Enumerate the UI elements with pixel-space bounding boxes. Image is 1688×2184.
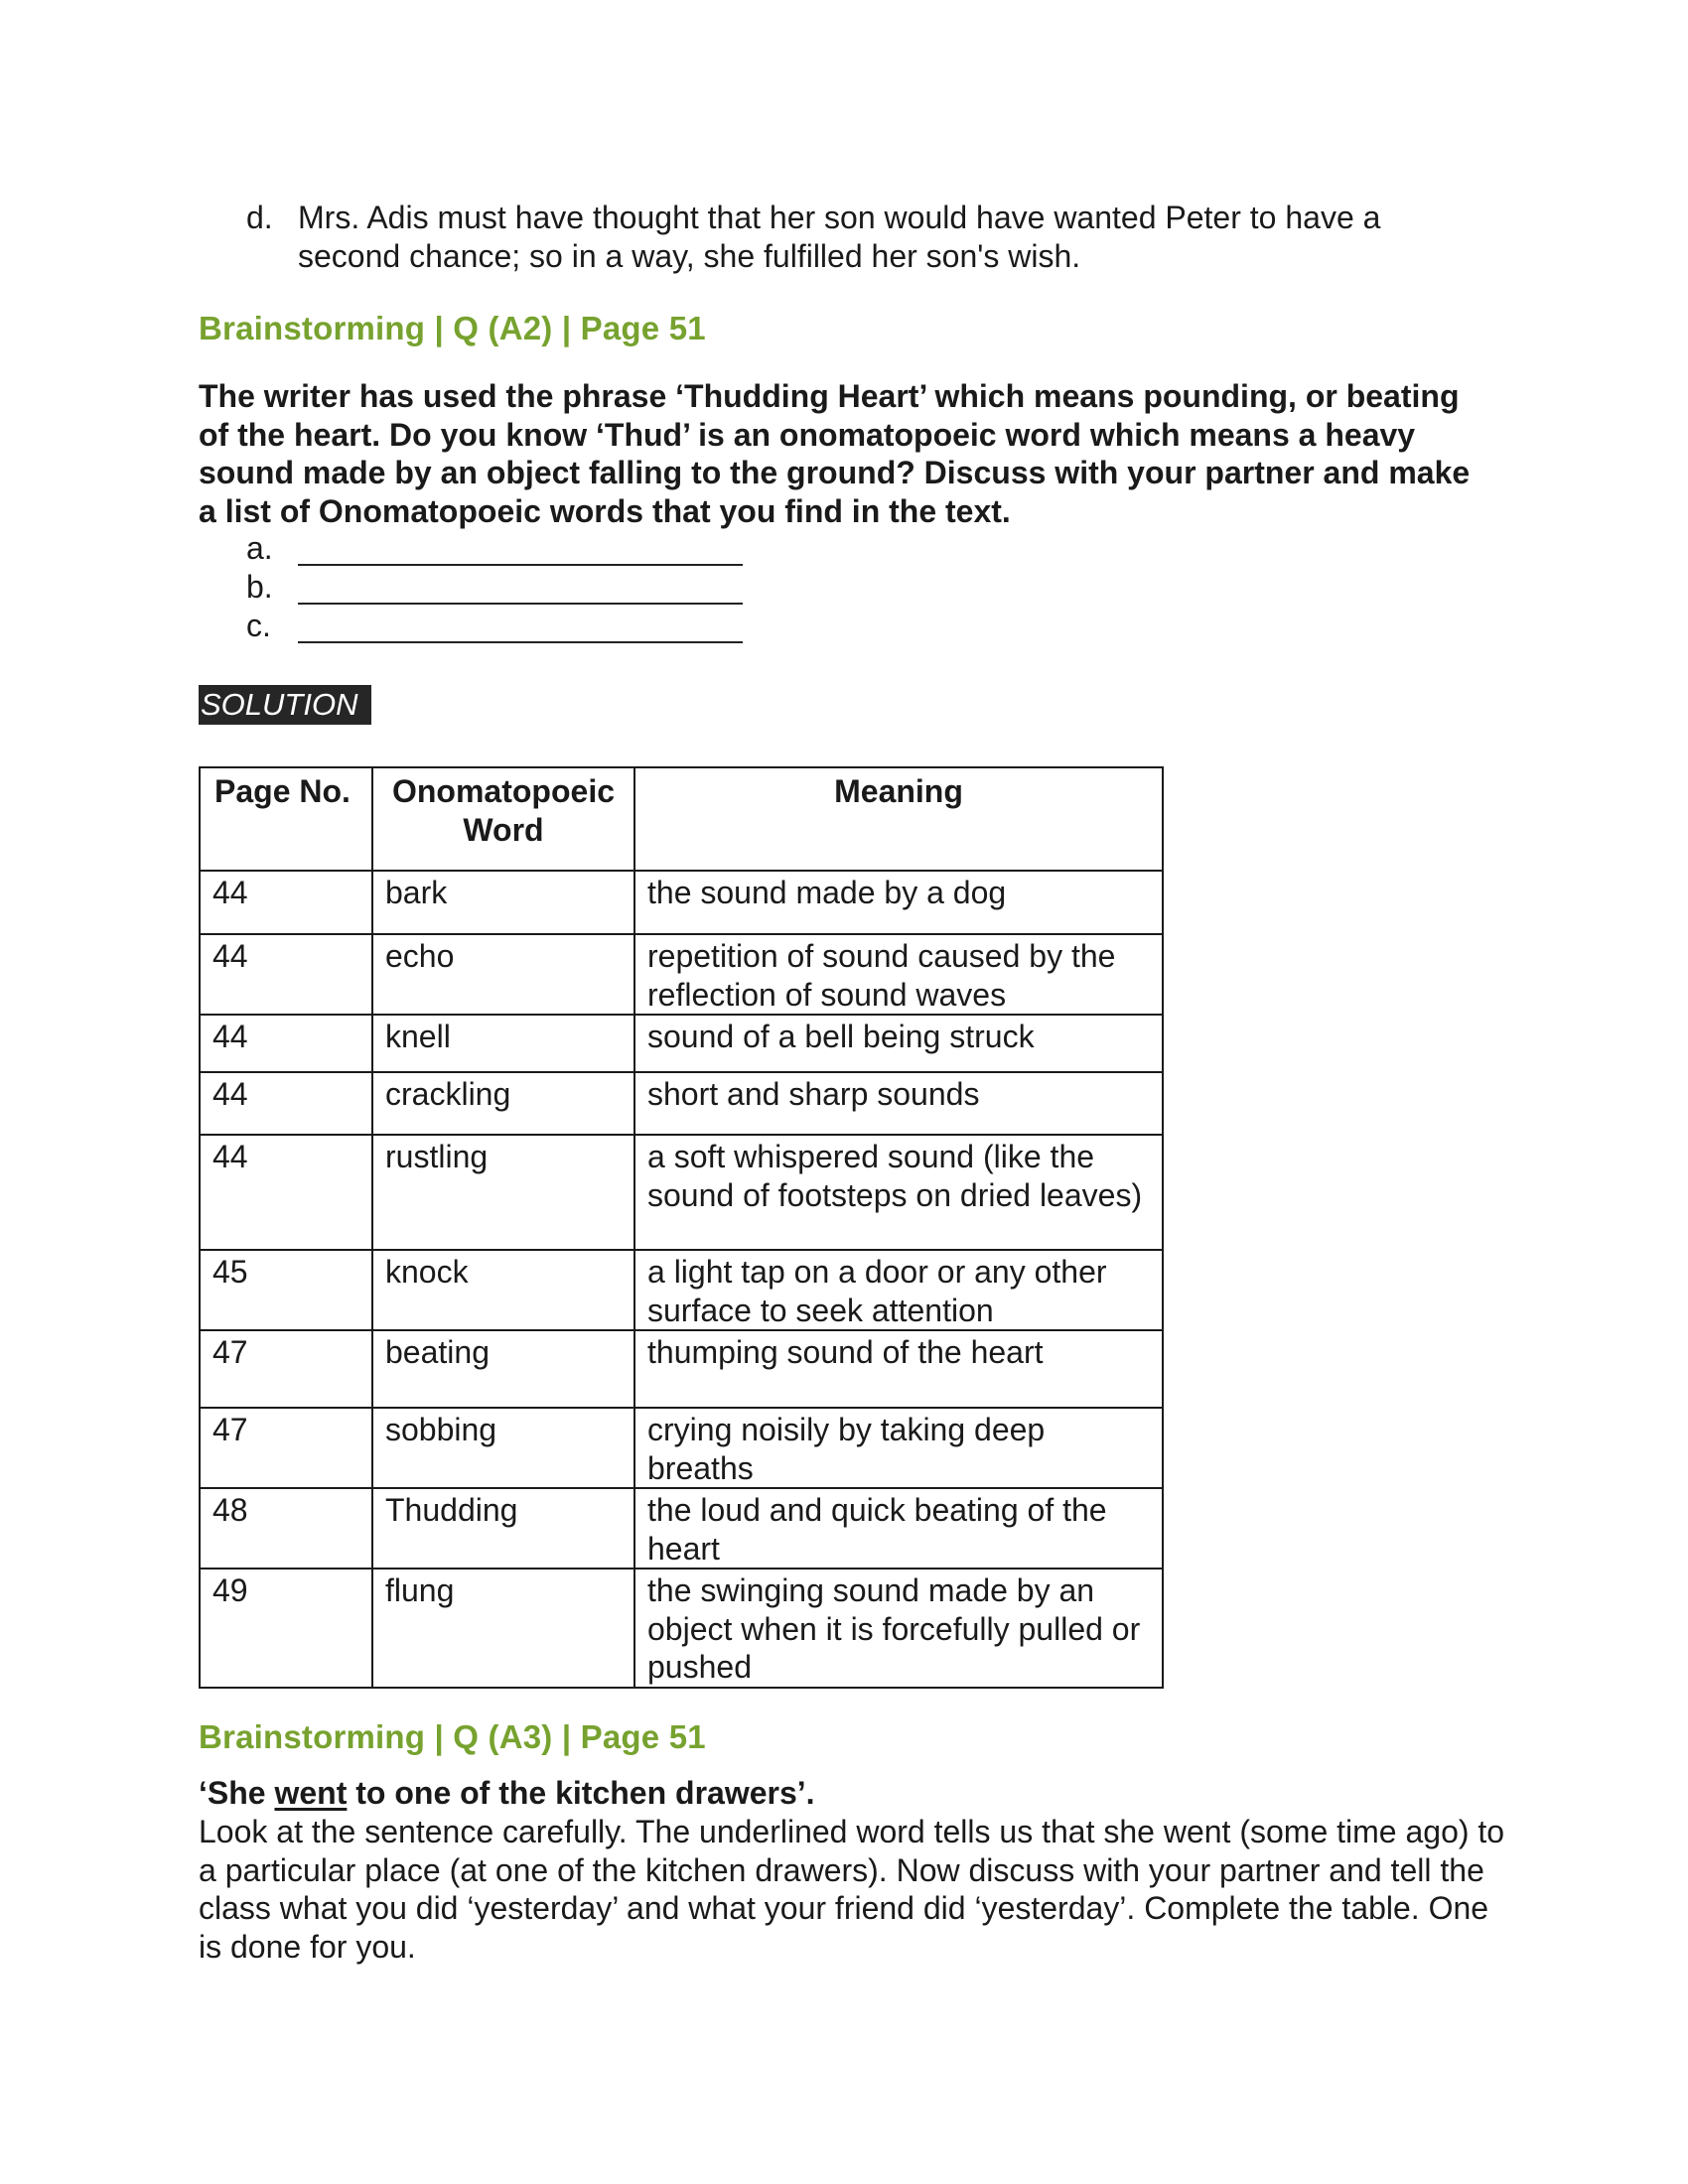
cell-meaning: the loud and quick beating of the heart: [634, 1488, 1163, 1569]
cell-meaning: sound of a bell being struck: [634, 1015, 1163, 1072]
question-text: The writer has used the phrase ‘Thudding Heart’ which means pounding, or beating of the heart. Do you know ‘Thud’ is an onomatopoeic word which means a heavy sound made by an object falling to the ground? Discuss with your partner and make a list of Onomatopoeic words that you find in the text.: [199, 378, 1471, 529]
cell-word: beating: [372, 1330, 634, 1408]
cell-word: flung: [372, 1569, 634, 1688]
blank-label: a.: [246, 530, 273, 566]
cell-meaning: crying noisily by taking deep breaths: [634, 1408, 1163, 1488]
header-page-no: Page No.: [200, 767, 372, 871]
table-row: [200, 1330, 1163, 1408]
cell-page: 44: [200, 871, 372, 934]
cell-meaning: the sound made by a dog: [634, 871, 1163, 934]
blank-underline: [298, 641, 743, 643]
cell-page: 49: [200, 1569, 372, 1688]
cell-word: echo: [372, 934, 634, 1015]
solution-label: SOLUTION: [199, 685, 371, 725]
blank-underline: [298, 564, 743, 566]
cell-word: bark: [372, 871, 634, 934]
table-row: [200, 1072, 1163, 1135]
cell-word: knell: [372, 1015, 634, 1072]
table-row: [200, 1408, 1163, 1488]
cell-word: rustling: [372, 1135, 634, 1250]
section-heading-a2: Brainstorming | Q (A2) | Page 51: [199, 310, 706, 346]
cell-page: 44: [200, 1015, 372, 1072]
table-row: [200, 934, 1163, 1015]
cell-word: crackling: [372, 1072, 634, 1135]
header-meaning: Meaning: [634, 767, 1163, 871]
cell-meaning: a soft whispered sound (like the sound of footsteps on dried leaves): [634, 1135, 1163, 1250]
lead-open: ‘She: [199, 1775, 275, 1811]
lead-close: to one of the kitchen drawers’.: [347, 1775, 815, 1811]
example-sentence: [199, 1775, 815, 1812]
blank-underline: [298, 603, 743, 605]
table-row: [200, 1250, 1163, 1330]
cell-page: 44: [200, 934, 372, 1015]
table-row: [200, 1015, 1163, 1072]
blank-label: b.: [246, 569, 273, 605]
table-row: [200, 1488, 1163, 1569]
cell-meaning: the swinging sound made by an object when it is forcefully pulled or pushed: [634, 1569, 1163, 1688]
cell-page: 44: [200, 1135, 372, 1250]
cell-meaning: thumping sound of the heart: [634, 1330, 1163, 1408]
cell-meaning: repetition of sound caused by the reflection of sound waves: [634, 934, 1163, 1015]
cell-page: 44: [200, 1072, 372, 1135]
table-header-row: [200, 767, 1163, 871]
table-row: [200, 871, 1163, 934]
cell-word: sobbing: [372, 1408, 634, 1488]
cell-word: Thudding: [372, 1488, 634, 1569]
cell-page: 48: [200, 1488, 372, 1569]
cell-page: 47: [200, 1330, 372, 1408]
cell-word: knock: [372, 1250, 634, 1330]
onomatopoeia-table: [199, 766, 1164, 1689]
blank-label: c.: [246, 608, 271, 643]
item-text: Mrs. Adis must have thought that her son would have wanted Peter to have a second chance; so in a way, she fulfilled her son's wish.: [298, 200, 1381, 274]
table-row: [200, 1569, 1163, 1688]
instruction-paragraph: Look at the sentence carefully. The underlined word tells us that she went (some time ago) to a particular place (at one of the kitchen drawers). Now discuss with your partner and tell the class what you did ‘yesterday’ and what your friend did ‘yesterday’. Complete the table. One is done for you.: [199, 1814, 1505, 1965]
cell-page: 45: [200, 1250, 372, 1330]
underlined-word: went: [274, 1775, 348, 1811]
header-word: Onomatopoeic Word: [372, 767, 634, 871]
cell-page: 47: [200, 1408, 372, 1488]
section-heading-a3: Brainstorming | Q (A3) | Page 51: [199, 1718, 706, 1755]
item-letter: d.: [246, 200, 273, 235]
table-row: [200, 1135, 1163, 1250]
cell-meaning: a light tap on a door or any other surface to seek attention: [634, 1250, 1163, 1330]
cell-meaning: short and sharp sounds: [634, 1072, 1163, 1135]
